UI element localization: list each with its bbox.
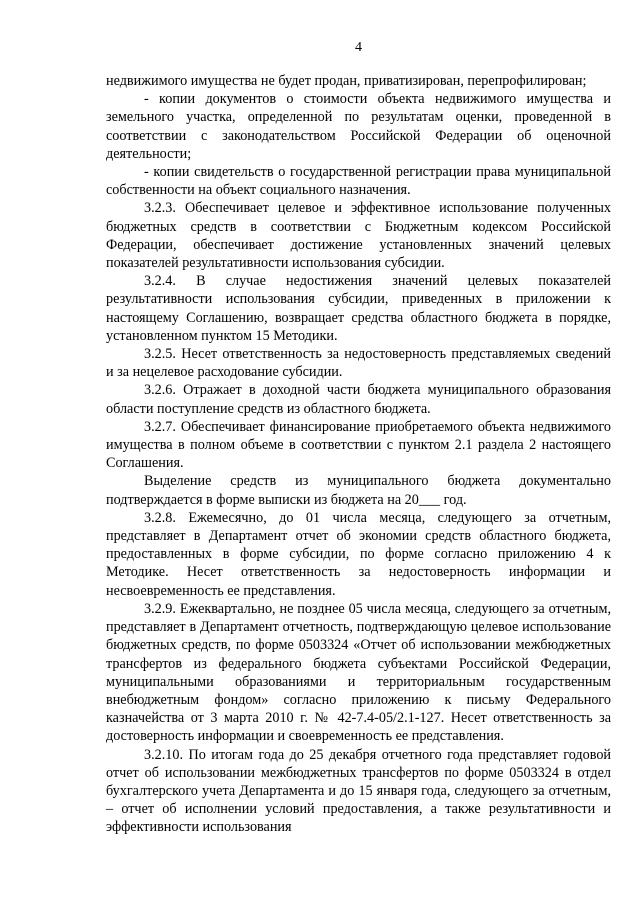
clause-3-2-4: 3.2.4. В случае недостижения значений целевых показателей результативности использования субсидии, приведенных в приложении к настоящему Соглашению, возвращает средства областного бюджета в порядке, установленном пунктом 15 Методики. xyxy=(106,273,611,344)
document-page xyxy=(106,0,611,905)
paragraph-continuation: недвижимого имущества не будет продан, приватизирован, перепрофилирован; xyxy=(106,73,587,89)
bullet-registration-copies: - копии свидетельств о государственной регистрации права муниципальной собственности на объект социального назначения. xyxy=(106,164,611,199)
clause-3-2-6: 3.2.6. Отражает в доходной части бюджета муниципального образования области поступление средств из областного бюджета. xyxy=(106,382,611,417)
clause-3-2-7: 3.2.7. Обеспечивает финансирование приобретаемого объекта недвижимого имущества в полном объеме в соответствии с пунктом 2.1 раздела 2 настоящего Соглашения. xyxy=(106,418,611,472)
clause-3-2-10: 3.2.10. По итогам года до 25 декабря отчетного года представляет годовой отчет об использовании межбюджетных трансфертов по форме 0503324 в отдел бухгалтерского учета Департамента и до 15 января года, следующего за отчетным, – отчет об исполнении условий предоставления, а также результативности и эффективности использования xyxy=(106,746,611,836)
paragraph-budget-allocation: Выделение средств из муниципального бюджета документально подтверждается в форме выписки из бюджета на 20___ год. xyxy=(106,473,611,508)
clause-3-2-3: 3.2.3. Обеспечивает целевое и эффективное использование полученных бюджетных средств в соответствии с Бюджетным кодексом Российской Федерации, обеспечивает достижение установленных значений целевых показателей результативности использования субсидии. xyxy=(106,200,611,272)
clause-3-2-9: 3.2.9. Ежеквартально, не позднее 05 числа месяца, следующего за отчетным, представляет в Департамент отчетность, подтверждающую целевое использование бюджетных средств, по форме 0503324 «Отчет об использовании межбюджетных трансфертов из федерального бюджета субъектами Российской Федерации, муниципальными образованиями и территориальным государственным внебюджетным фондом» согласно приложению к письму Федерального казначейства от 3 марта 2010 г. № 42-7.4-05/2.1-127. Несет ответственность за достоверность информации и своевременность ее представления. xyxy=(106,600,611,745)
clause-3-2-5: 3.2.5. Несет ответственность за недостоверность представляемых сведений и за нецелевое расходование субсидии. xyxy=(106,346,611,381)
bullet-valuation-copies: - копии документов о стоимости объекта недвижимого имущества и земельного участка, определенной по результатам оценки, проведенной в соответствии с законодательством Российской Федерации об оценочной деятельности; xyxy=(106,91,611,162)
page-number: 4 xyxy=(355,40,362,55)
document-body xyxy=(106,72,611,837)
clause-3-2-8: 3.2.8. Ежемесячно, до 01 числа месяца, следующего за отчетным, представляет в Департамент отчет об экономии средств областного бюджета, предоставленных в форме субсидии, по форме согласно приложению 4 к Методике. Несет ответственность за недостоверность информации и несвоевременность ее представления. xyxy=(106,509,611,599)
